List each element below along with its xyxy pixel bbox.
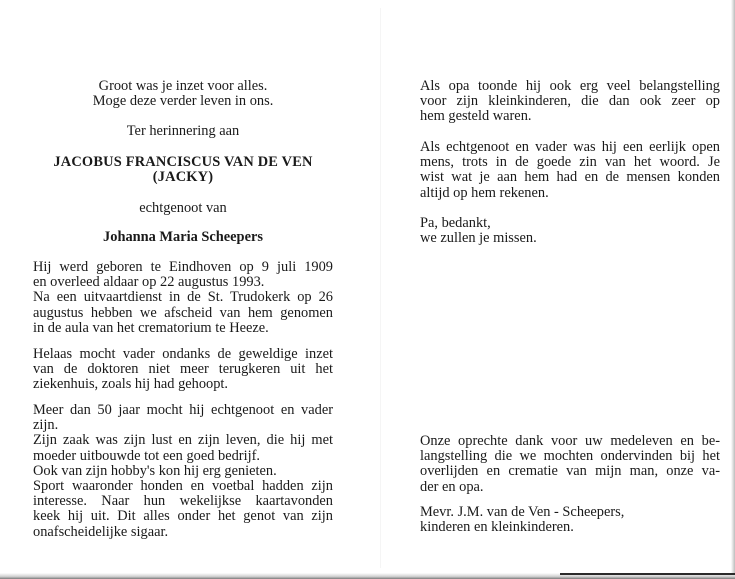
opening-line: Groot was je inzet voor alles. [98,78,268,94]
text-line: mens, trots in de goede zin van het woord. Je [420,154,720,171]
text-line: Pa, bedankt, [420,215,491,231]
text-line: voor zijn kleinkinderen, die dan ook zeer op [420,93,720,110]
text-line: der en opa. [420,478,484,495]
text-line: en overleed aldaar op 22 augustus 1993. [33,274,265,291]
text-line: overlijden en crematie van mijn man, onze va- [420,463,720,480]
text-line: keek hij uit. Dit alles onder het genot van zijn [33,508,333,525]
text-line: Zijn zaak was zijn lust en zijn leven, die hij met [33,432,333,449]
signature-line: Mevr. J.M. van de Ven - Scheepers, [420,504,625,520]
text-line: we zullen je missen. [420,230,537,247]
deceased-nickname: (JACKY) [152,169,214,186]
spouse-name: Johanna Maria Scheepers [103,229,263,245]
text-line: Als echtgenoot en vader was hij een eerlijk open [420,139,720,155]
text-line: augustus hebben we afscheid van hem genomen [33,304,333,321]
card-edge-stroke [560,573,735,575]
text-line: onafscheidelijke sigaar. [33,523,169,540]
text-line: moeder uitbouwde tot een goed bedrijf. [33,447,260,464]
signature-block [420,505,720,535]
text-line: van de doktoren niet meer terugkeren uit het [33,361,333,378]
opening-verse [33,79,333,109]
paragraph-thanks [420,434,720,495]
text-line: altijd op hem rekenen. [420,184,549,201]
text-line: in de aula van het crematorium te Heeze. [33,319,269,336]
text-line: hem gesteld waren. [420,108,532,125]
paragraph-birth-death [33,260,333,336]
text-line: Na een uitvaartdienst in de St. Trudokerk op 26 [33,289,333,306]
text-line: interesse. Naar hun wekelijkse kaartavonden [33,493,333,510]
text-line: Meer dan 50 jaar mocht hij echtgenoot en vader [33,402,333,418]
signature-line: kinderen en kleinkinderen. [420,519,574,536]
card-right-edge [731,0,735,579]
paragraph-farewell [420,216,720,246]
text-line: Sport waaronder honden en voetbal hadden zijn [33,478,333,495]
text-line: ziekenhuis, zoals hij had gehoopt. [33,376,229,393]
fold-line [380,8,381,568]
text-line: Ook van zijn hobby's kon hij erg genieten. [33,462,277,479]
spouse-intro: echtgenoot van [139,200,227,216]
text-line: Onze oprechte dank voor uw medeleven en be- [420,433,720,449]
deceased-name-block [33,155,333,185]
paragraph-life [33,403,333,540]
paragraph-husband-father [420,140,720,201]
opening-line: Moge deze verder leven in ons. [92,93,274,110]
remembrance-text: Ter herinnering aan [126,123,240,139]
text-line: Als opa toonde hij ook erg veel belangstelling [420,78,720,94]
paragraph-grandfather [420,79,720,125]
text-line: Helaas mocht vader ondanks de geweldige inzet [33,346,333,362]
text-line: langstelling die we mochten ondervinden bij het [420,448,720,465]
deceased-name: JACOBUS FRANCISCUS VAN DE VEN [53,154,313,170]
text-line: Hij werd geboren te Eindhoven op 9 juli 1909 [33,259,333,275]
paragraph-hospital [33,347,333,393]
text-line: zijn. [33,417,59,434]
text-line: wist wat je aan hem had en de mensen konden [420,169,720,186]
